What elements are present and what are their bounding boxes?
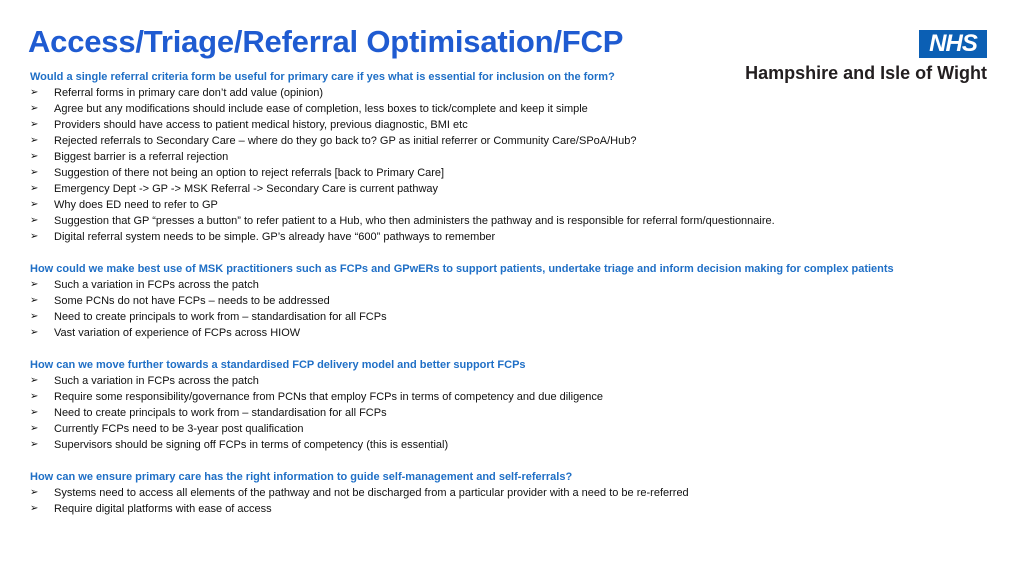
section-question: Would a single referral criteria form be useful for primary care if yes what is essential for inclusion on the form? [30,71,615,83]
section-1 [30,69,990,245]
bullet-item [30,309,990,325]
bullet-item [30,85,990,101]
bullet-item [30,485,990,501]
arrow-bullet-icon: ➢ [30,135,39,146]
nhs-logo: NHS [919,30,987,58]
bullet-text: Referral forms in primary care don’t add value (opinion) [54,87,324,99]
bullet-text: Systems need to access all elements of the pathway and not be discharged from a particular provider with a need to be re-referred [54,487,689,499]
section-3 [30,357,990,453]
bullet-item [30,437,990,453]
bullet-text: Providers should have access to patient medical history, previous diagnostic, BMI etc [54,119,468,131]
bullet-item [30,405,990,421]
arrow-bullet-icon: ➢ [30,167,39,178]
bullet-text: Require digital platforms with ease of access [54,503,272,515]
bullet-item [30,277,990,293]
arrow-bullet-icon: ➢ [30,311,39,322]
bullet-text: Supervisors should be signing off FCPs in terms of competency (this is essential) [54,439,449,451]
arrow-bullet-icon: ➢ [30,231,39,242]
arrow-bullet-icon: ➢ [30,215,39,226]
bullet-text: Why does ED need to refer to GP [54,199,218,211]
bullet-item [30,101,990,117]
section-4 [30,469,990,517]
bullet-text: Suggestion that GP “presses a button” to refer patient to a Hub, who then administers the pathway and is responsible for referral form/questionnaire. [54,215,775,227]
arrow-bullet-icon: ➢ [30,487,39,498]
bullet-item [30,213,990,229]
bullet-text: Such a variation in FCPs across the patch [54,279,259,291]
bullet-item [30,197,990,213]
page-title: Access/Triage/Referral Optimisation/FCP [28,24,624,59]
bullet-text: Suggestion of there not being an option to reject referrals [back to Primary Care] [54,167,445,179]
content-area [30,69,990,533]
arrow-bullet-icon: ➢ [30,103,39,114]
arrow-bullet-icon: ➢ [30,279,39,290]
arrow-bullet-icon: ➢ [30,119,39,130]
bullet-item [30,501,990,517]
bullet-item [30,133,990,149]
bullet-text: Digital referral system needs to be simple. GP’s already have “600” pathways to remember [54,231,496,243]
arrow-bullet-icon: ➢ [30,439,39,450]
arrow-bullet-icon: ➢ [30,183,39,194]
bullet-text: Require some responsibility/governance from PCNs that employ FCPs in terms of competency and due diligence [54,391,604,403]
section-question: How can we ensure primary care has the right information to guide self-management and self-referrals? [30,471,573,483]
bullet-text: Agree but any modifications should include ease of completion, less boxes to tick/complete and keep it simple [54,103,588,115]
arrow-bullet-icon: ➢ [30,391,39,402]
arrow-bullet-icon: ➢ [30,327,39,338]
section-question: How can we move further towards a standardised FCP delivery model and better support FCPs [30,359,526,371]
bullet-item [30,165,990,181]
arrow-bullet-icon: ➢ [30,503,39,514]
bullet-item [30,373,990,389]
bullet-item [30,421,990,437]
bullet-item [30,229,990,245]
arrow-bullet-icon: ➢ [30,295,39,306]
bullet-text: Emergency Dept -> GP -> MSK Referral -> Secondary Care is current pathway [54,183,439,195]
arrow-bullet-icon: ➢ [30,151,39,162]
bullet-text: Rejected referrals to Secondary Care – where do they go back to? GP as initial referrer or Community Care/SPoA/Hub? [54,135,637,147]
arrow-bullet-icon: ➢ [30,199,39,210]
bullet-text: Currently FCPs need to be 3-year post qualification [54,423,304,435]
org-name: Hampshire and Isle of Wight [745,63,987,83]
arrow-bullet-icon: ➢ [30,423,39,434]
bullet-item [30,117,990,133]
section-question: How could we make best use of MSK practitioners such as FCPs and GPwERs to support patients, undertake triage and inform decision making for complex patients [30,263,894,275]
bullet-text: Biggest barrier is a referral rejection [54,151,229,163]
bullet-item [30,149,990,165]
bullet-item [30,325,990,341]
arrow-bullet-icon: ➢ [30,87,39,98]
bullet-text: Such a variation in FCPs across the patch [54,375,259,387]
bullet-text: Some PCNs do not have FCPs – needs to be addressed [54,295,330,307]
arrow-bullet-icon: ➢ [30,375,39,386]
section-2 [30,261,990,341]
bullet-item [30,293,990,309]
bullet-text: Vast variation of experience of FCPs across HIOW [54,327,301,339]
bullet-text: Need to create principals to work from – standardisation for all FCPs [54,407,387,419]
bullet-text: Need to create principals to work from – standardisation for all FCPs [54,311,387,323]
arrow-bullet-icon: ➢ [30,407,39,418]
bullet-item [30,389,990,405]
bullet-item [30,181,990,197]
